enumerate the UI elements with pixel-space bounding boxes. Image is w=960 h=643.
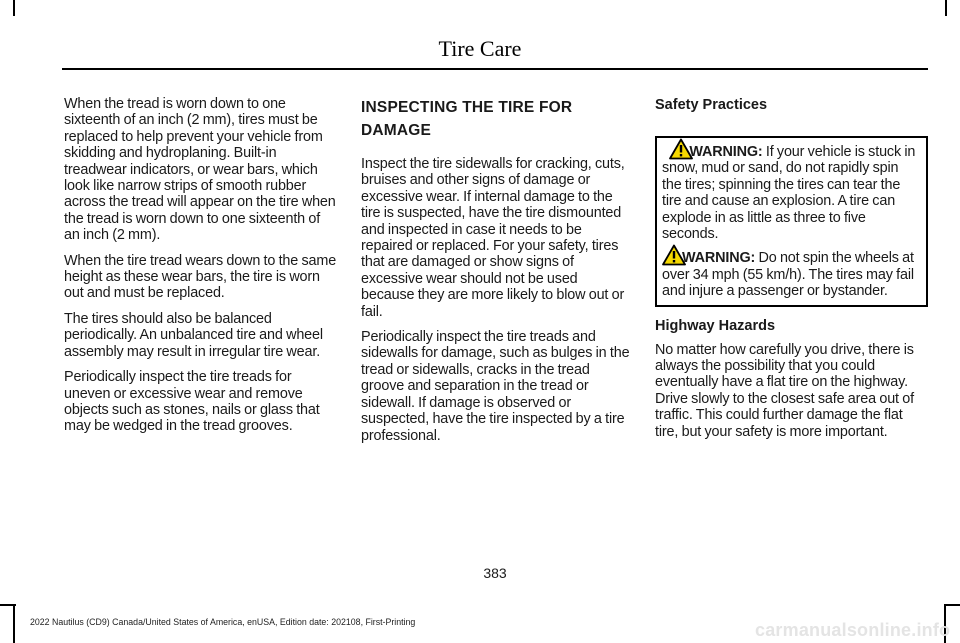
paragraph: The tires should also be balanced periodically. An unbalanced tire and wheel assembly may result in irregular tire wear. <box>64 310 323 360</box>
warning-triangle-icon <box>662 244 686 266</box>
warning-label: WARNING: <box>682 250 756 267</box>
warning-label: WARNING: <box>689 144 763 160</box>
crop-mark <box>13 0 15 16</box>
page-number: 383 <box>483 565 507 581</box>
warning-text: Do not spin the wheels at over 34 mph (55 km/h). The tires may fail and injure a passenger or bystander. <box>662 250 914 300</box>
warning-text: If your vehicle is stuck in snow, mud or sand, do not rapidly spin the tires; spinning the tires can tear the tire and cause an explosion. A tire can explode in as little as three to five seconds. <box>662 144 916 243</box>
crop-mark <box>13 606 15 643</box>
text-column-2 <box>361 96 634 453</box>
page-header-title: Tire Care <box>438 36 522 61</box>
paragraph: When the tread is worn down to one sixteenth of an inch (2 mm), tires must be replaced to help prevent your vehicle from skidding and hydroplaning. Built-in treadwear indicators, or wear bars, which look like narrow strips of smooth rubber across the tread will appear on the tire when the tread is worn down to one sixteenth of an inch (2 mm). <box>64 96 336 244</box>
paragraph: When the tire tread wears down to the same height as these wear bars, the tire is worn out and must be replaced. <box>64 252 337 302</box>
paragraph: Inspect the tire sidewalls for cracking, cuts, bruises and other signs of damage or excessive wear. If internal damage to the tire is suspected, have the tire dismounted and inspected in case it needs to be repaired or replaced. For your safety, tires that are damaged or show signs of excessive wear should not be used because they are more likely to blow out or fail. <box>361 156 625 320</box>
text-column-1 <box>64 96 337 444</box>
section-heading-line-1: INSPECTING THE TIRE FOR <box>361 99 573 116</box>
footer-edition-info: 2022 Nautilus (CD9) Canada/United States of America, enUSA, Edition date: 202108, First-Printing <box>30 617 416 627</box>
warning-paragraph <box>662 144 921 242</box>
text-column-3 <box>655 96 928 449</box>
warning-box <box>655 136 928 307</box>
crop-mark <box>945 0 947 16</box>
subsection-heading: Highway Hazards <box>655 317 776 334</box>
section-heading <box>361 96 634 142</box>
warning-triangle-icon <box>669 138 693 160</box>
header-divider <box>62 68 928 70</box>
paragraph: No matter how carefully you drive, there is always the possibility that you could eventually have a flat tire on the highway. Drive slowly to the closest safe area out of traffic. This could further damage the flat tire, but your safety is more important. <box>655 341 914 440</box>
section-heading-line-2: DAMAGE <box>361 122 432 139</box>
crop-mark <box>944 604 960 606</box>
paragraph: Periodically inspect the tire treads for uneven or excessive wear and remove objects such as stones, nails or glass that may be wedged in the tread grooves. <box>64 369 320 435</box>
watermark: carmanualsonline.info <box>755 620 951 640</box>
paragraph: Periodically inspect the tire treads and sidewalls for damage, such as bulges in the tread or sidewalls, cracks in the tread groove and separation in the tread or sidewall. If damage is observed or suspected, have the tire inspected by a tire professional. <box>361 329 630 444</box>
subsection-heading: Safety Practices <box>655 97 768 113</box>
warning-paragraph <box>662 250 921 299</box>
